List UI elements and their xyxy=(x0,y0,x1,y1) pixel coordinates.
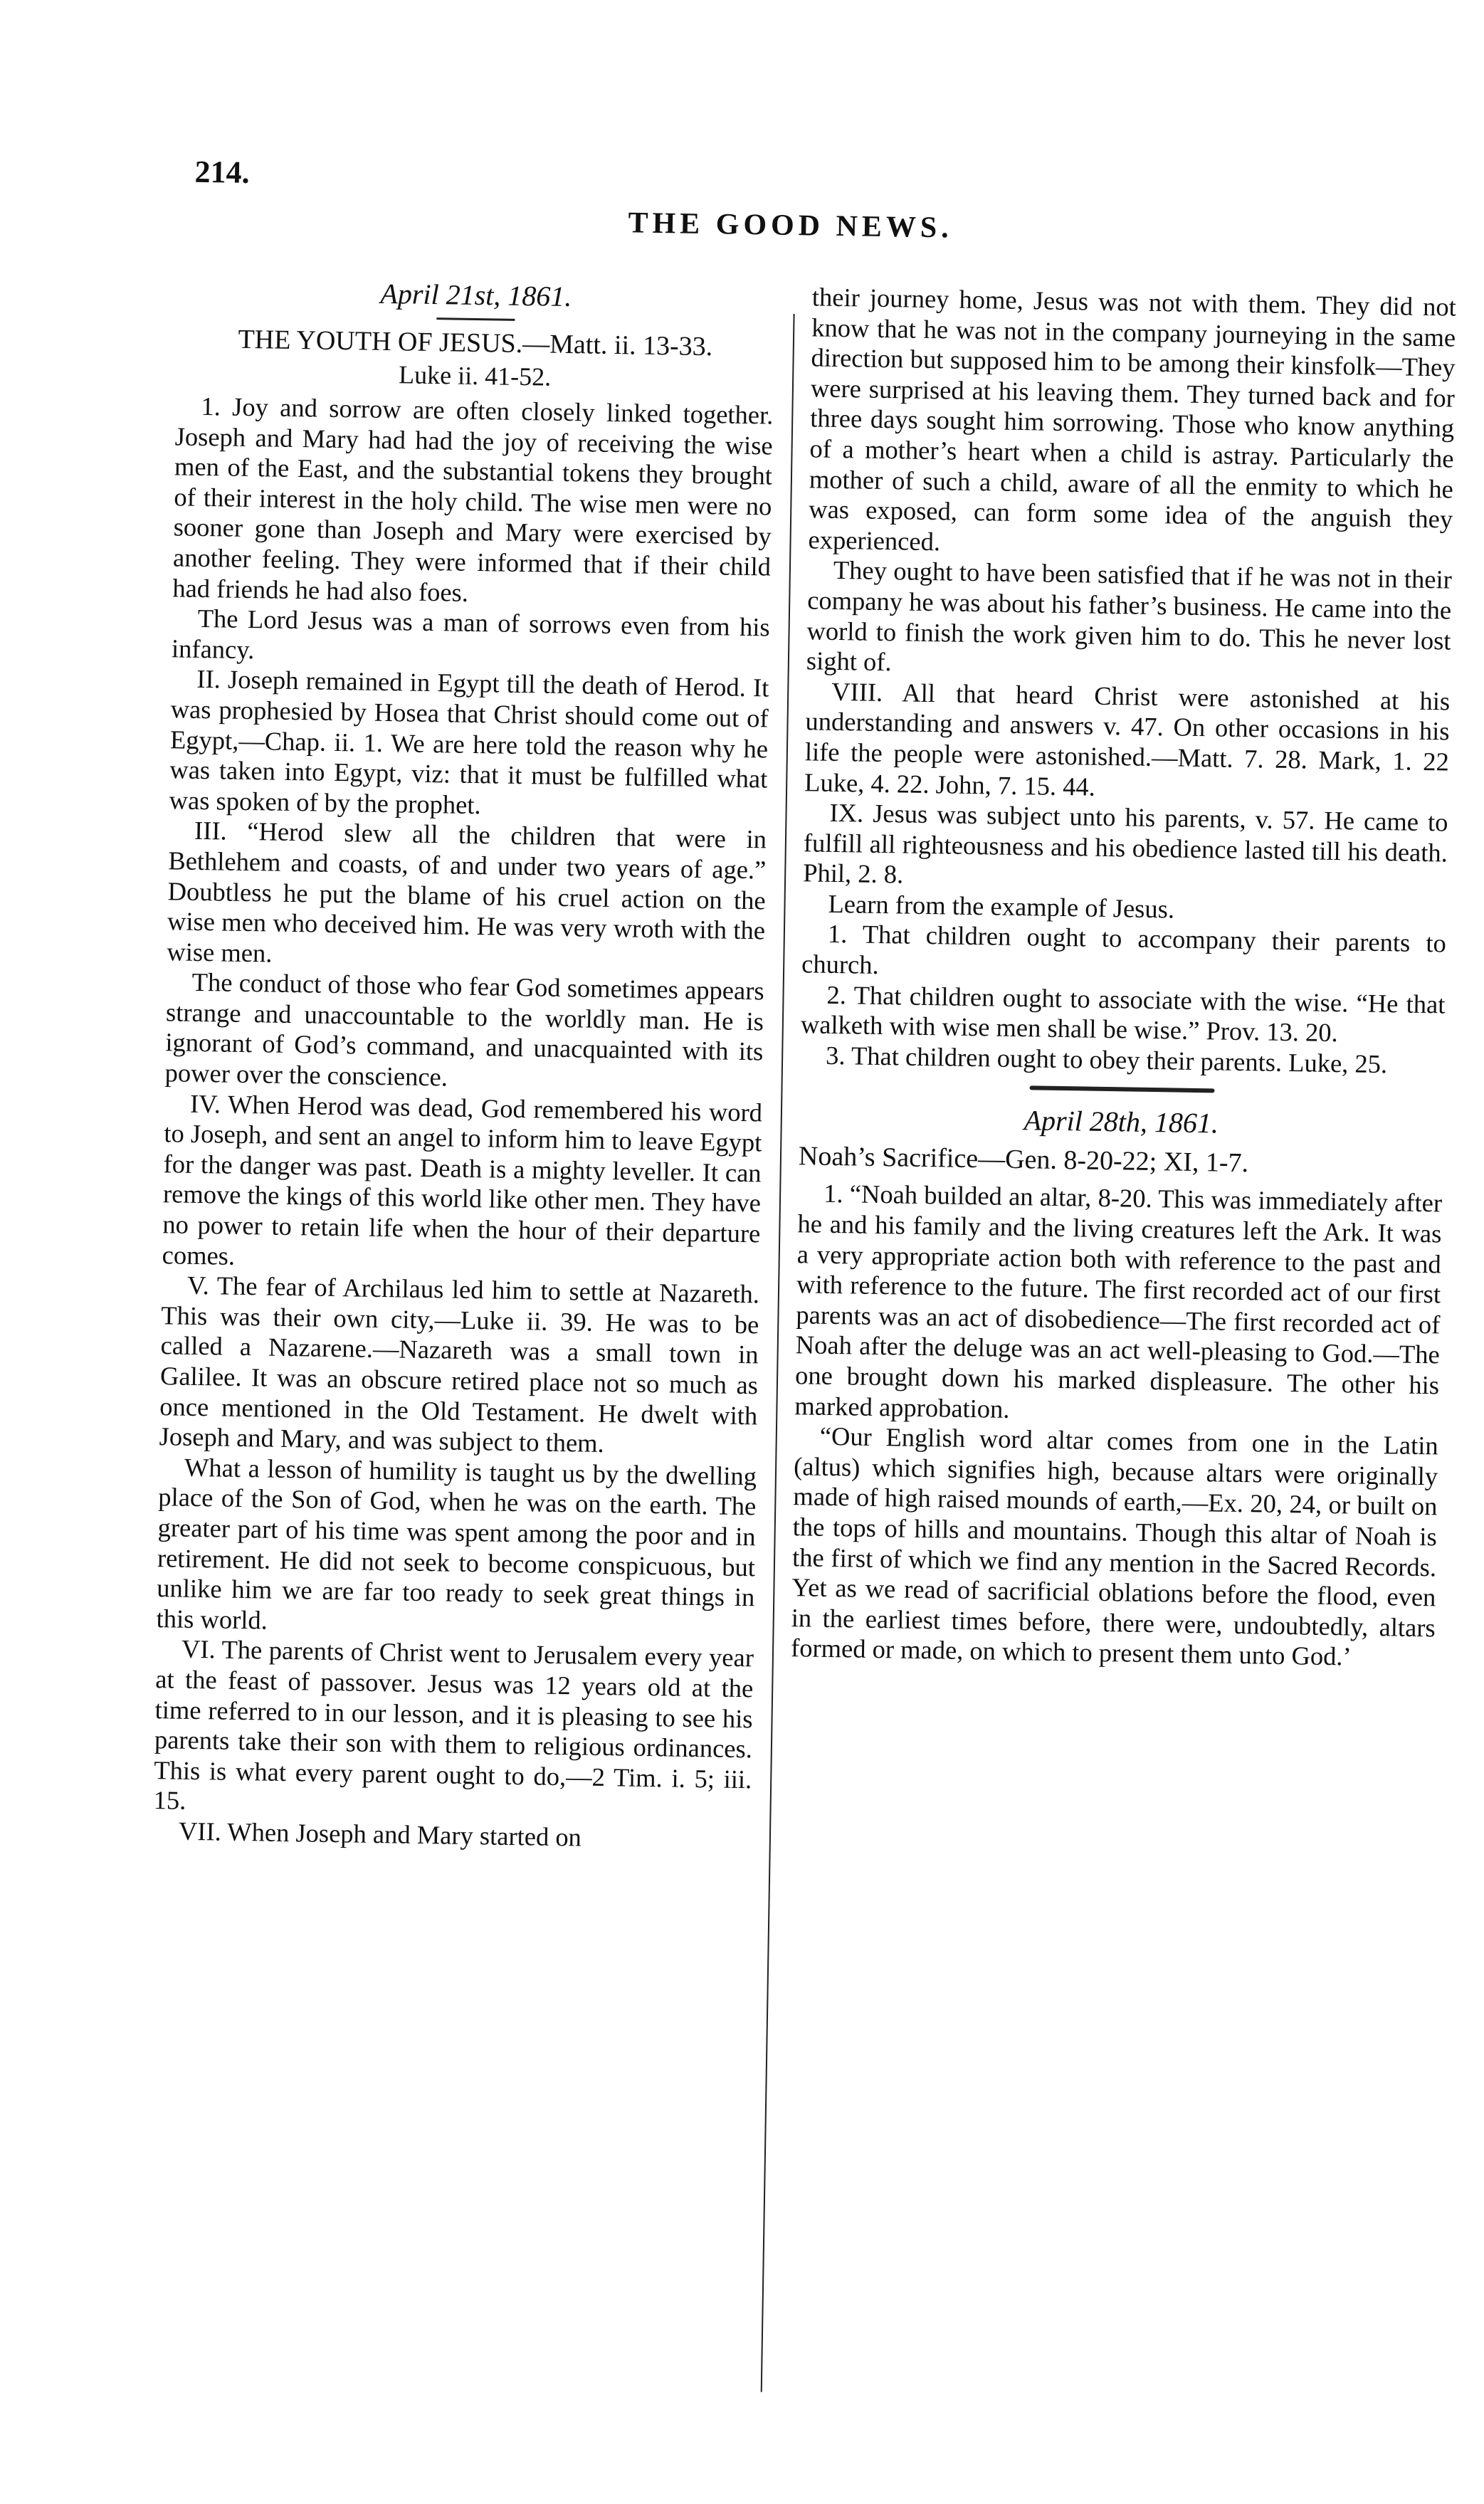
paragraph: The Lord Jesus was a man of sorrows even from his infancy. xyxy=(171,604,770,664)
paragraph: II. Joseph remained in Egypt till the death of Herod. It was prophesied by Hosea that Christ should come out of Egypt,—Chap. ii. 1. We are here told the reason why he was taken into Egypt, viz: that it must be fulfilled what was spoken of by the prophet. xyxy=(169,664,769,819)
right-column xyxy=(791,282,1456,1673)
paragraph: IV. When Herod was dead, God remembered his word to Joseph, and sent an angel to inform him to leave Egypt for the danger was past. Death is a mighty leveller. It can remove the kings of this world like other men. They have no power to retain life when the hour of their departure comes. xyxy=(162,1088,763,1271)
ornament-divider xyxy=(799,1078,1443,1100)
paragraph: 1. “Noah builded an altar, 8-20. This was immediately after he and his family and the living creatures left the Ark. It was a very appropriate action both with reference to the past and with reference to the future. The first recorded act of our first parents was an act of disobedience—The first recorded act of Noah after the deluge was an act well-pleasing to God.—The one brought down his marked displeasure. The other his marked approbation. xyxy=(794,1179,1443,1424)
paragraph: VIII. All that heard Christ were astonished at his understanding and answers v. 47. On other occasions in his life the people were astonished.—Matt. 7. 28. Mark, 1. 22 Luke, 4. 22. John, 7. 15. 44. xyxy=(804,676,1451,801)
lesson-date: April 21st, 1861. xyxy=(380,277,572,313)
short-rule xyxy=(436,317,515,321)
paragraph: VII. When Joseph and Mary started on xyxy=(178,1816,582,1852)
lesson-reference: Luke ii. 41-52. xyxy=(398,360,552,391)
paragraph: The conduct of those who fear God sometimes appears strange and unaccountable to the worldly man. He is ignorant of God’s command, and unacquainted with its power over the conscience. xyxy=(164,967,764,1092)
paragraph: IX. Jesus was subject unto his parents, v. 57. He came to fulfill all righteousness and his obedience lasted till his death. Phil, 2. 8. xyxy=(802,797,1448,889)
paragraph: VI. The parents of Christ went to Jerusalem every year at the feast of passover. Jesus was 12 years old at the time referred to in our lesson, and it is pleasing to see his parents take their son with them to religious ordinances. This is what every parent ought to do,—2 Tim. i. 5; iii. 15. xyxy=(153,1634,754,1816)
lesson-subject: THE YOUTH OF JESUS.—Matt. ii. 13-33. xyxy=(238,324,713,362)
lesson-subject: Noah’s Sacrifice—Gen. 8-20-22; XI, 1-7. xyxy=(798,1141,1249,1179)
left-column xyxy=(153,272,776,1855)
paragraph: 3. That children ought to obey their parents. Luke, 25. xyxy=(825,1040,1388,1079)
paragraph: III. “Herod slew all the children that were in Bethlehem and coasts, of and under two years of age.” Doubtless he put the blame of his cruel action on the wise men who deceived him. He was very wroth with the wise men. xyxy=(167,816,767,968)
paragraph: their journey home, Jesus was not with them. They did not know that he was not in the company journeying in the same direction but supposed him to be among their kinsfolk—They were surprised at his leaving them. They turned back and for three days sought him sorrowing. Those who know anything of a mother’s heart when a child is astray. Particularly the mother of such a child, aware of all the enmity to which he was exposed, can form some idea of the anguish they experienced. xyxy=(808,282,1457,557)
lesson-date: April 28th, 1861. xyxy=(1023,1104,1219,1140)
paragraph: They ought to have been satisfied that if he was not in their company he was about his father’s business. He came into the world to finish the work given him to do. This he never lost sight of. xyxy=(806,555,1453,677)
paragraph: 2. That children ought to associate with the wise. “He that walketh with wise men shall be wise.” Prov. 13. 20. xyxy=(800,979,1446,1048)
paragraph: “Our English word altar comes from one in the Latin (altus) which signifies high, because altars were originally made of high raised mounds of earth,—Ex. 20, 24, or built on the tops of hills and mountains. Though this altar of Noah is the first of which we find any mention in the Sacred Records. Yet as we read of sacrificial oblations before the flood, even in the earliest times before, there were, undoubtedly, altars formed or made, on which to present them unto God.’ xyxy=(790,1421,1439,1671)
paragraph: 1. That children ought to accompany their parents to church. xyxy=(801,919,1447,980)
paragraph: Learn from the example of Jesus. xyxy=(828,888,1175,924)
paragraph: V. The fear of Archilaus led him to settle at Nazareth. This was their own city,—Luke ii. 39. He was to be called a Nazarene.—Nazareth was a small town in Galilee. It was an obscure retired place not so much as once mentioned in the Old Testament. He dwelt with Joseph and Mary, and was subject to them. xyxy=(159,1270,760,1458)
page-number: 214. xyxy=(194,154,250,190)
paragraph: What a lesson of humility is taught us by the dwelling place of the Son of God, when he was on the earth. The greater part of his time was spent among the poor and in retirement. He did not seek to become conspicuous, but unlike him we are far too ready to seek great things in this world. xyxy=(156,1452,757,1635)
paragraph: 1. Joy and sorrow are often closely linked together. Joseph and Mary had had the joy of receiving the wise men of the East, and the substantial tokens they brought of their interest in the holy child. The wise men were no sooner gone than Joseph and Mary were exercised by another feeling. They were informed that if their child had friends he had also foes. xyxy=(172,391,774,607)
running-head: THE GOOD NEWS. xyxy=(628,206,954,245)
